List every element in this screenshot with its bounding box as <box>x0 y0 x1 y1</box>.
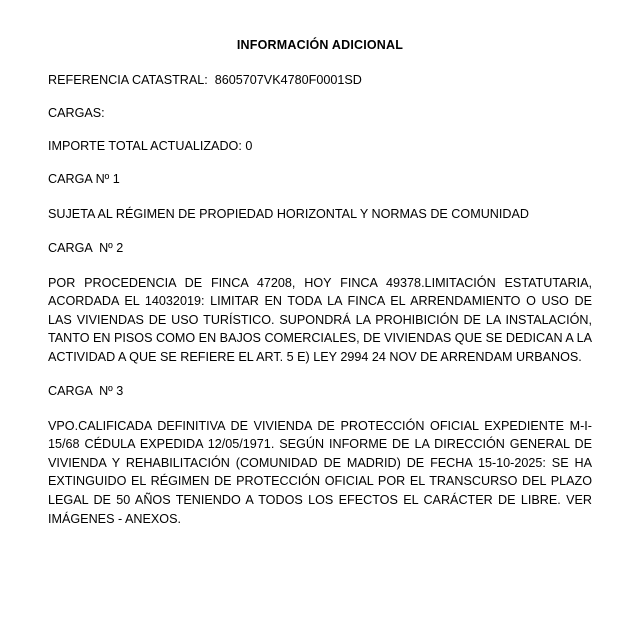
carga-3-body: VPO.CALIFICADA DEFINITIVA DE VIVIENDA DE PROTECCIÓN OFICIAL EXPEDIENTE M-I-15/68 CÉDULA EXPEDIDA 12/05/1971. SEGÚN INFORME DE LA DIRECCIÓN GENERAL DE VIVIENDA Y REHABILITACIÓN (COMUNIDAD DE MADRID) DE FECHA 15-10-2025: SE HA EXTINGUIDO EL RÉGIMEN DE PROTECCIÓN OFICIAL POR EL TRANSCURSO DEL PLAZO LEGAL DE 50 AÑOS TENIENDO A TODOS LOS EFECTOS EL CARÁCTER DE LIBRE. VER IMÁGENES - ANEXOS. <box>48 418 592 526</box>
carga-1-label: CARGA Nº 1 <box>48 172 120 186</box>
carga-3-label: CARGA Nº 3 <box>48 383 124 398</box>
carga-2-body: POR PROCEDENCIA DE FINCA 47208, HOY FINCA 49378.LIMITACIÓN ESTATUTARIA, ACORDADA EL 14032019: LIMITAR EN TODA LA FINCA EL ARRENDAMIENTO O USO DE LAS VIVIENDAS DE USO TURÍSTICO. SUPONDRÁ LA PROHIBICIÓN DE LA INSTALACIÓN, TANTO EN PISOS COMO EN BAJOS COMERCIALES, DE VIVIENDAS QUE SE DEDICAN A LA ACTIVIDAD A QUE SE REFIERE EL ART. 5 E) LEY 2994 24 NOV DE ARRENDAM URBANOS. <box>48 275 592 364</box>
field-referencia-catastral: REFERENCIA CATASTRAL: 8605707VK4780F0001SD <box>48 73 362 87</box>
carga-2-label: CARGA Nº 2 <box>48 240 124 255</box>
page-title: INFORMACIÓN ADICIONAL <box>236 38 404 52</box>
carga-1-body: SUJETA AL RÉGIMEN DE PROPIEDAD HORIZONTAL Y NORMAS DE COMUNIDAD <box>48 207 529 221</box>
field-importe-total-actualizado: IMPORTE TOTAL ACTUALIZADO: 0 <box>48 139 253 153</box>
document-content <box>48 38 592 528</box>
field-cargas: CARGAS: <box>48 106 105 120</box>
